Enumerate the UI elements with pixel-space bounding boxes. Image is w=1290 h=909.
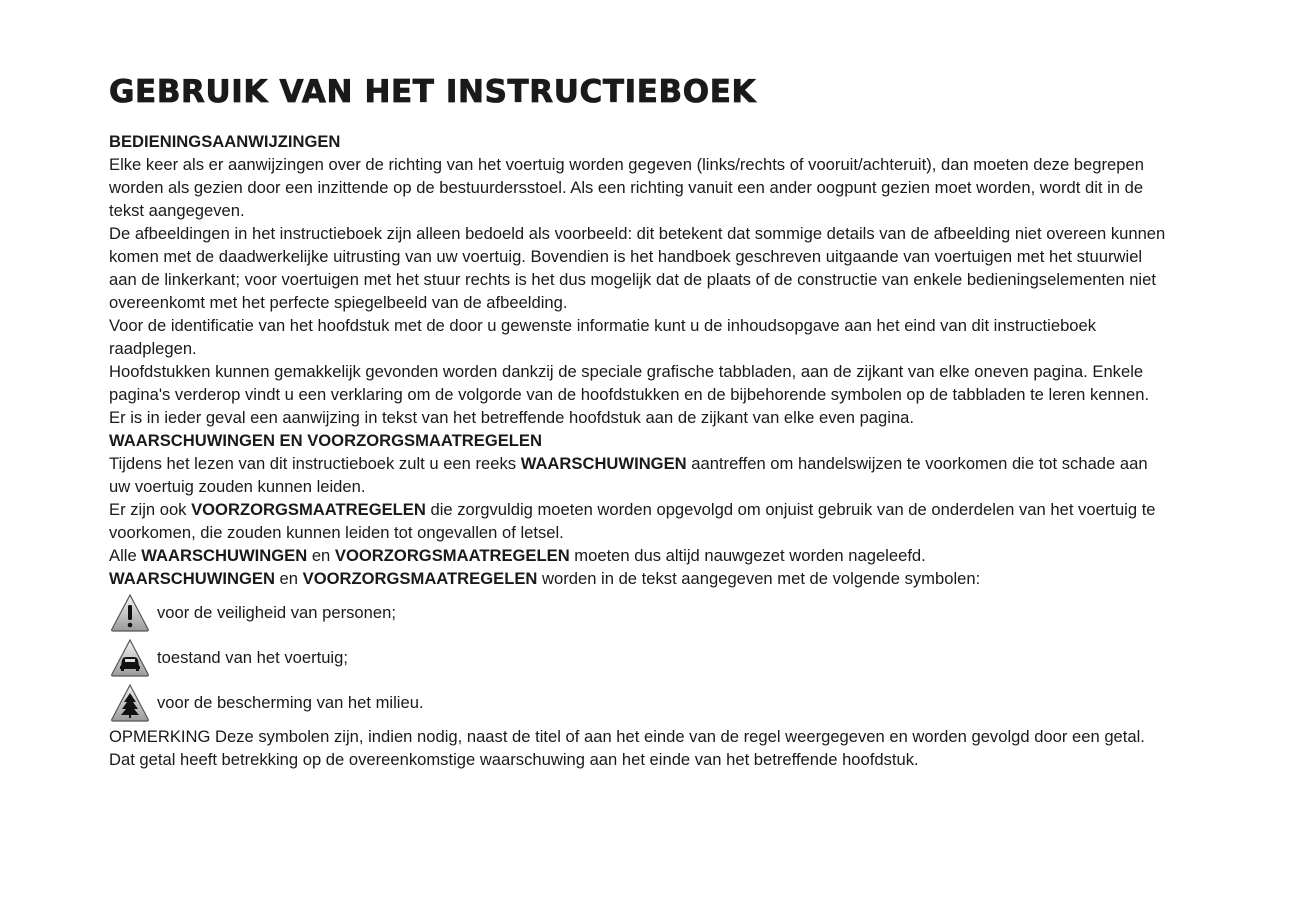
symbol-row-vehicle <box>109 635 1169 680</box>
warning-exclamation-icon <box>109 592 151 634</box>
text: aantreffen om handelswijzen te voorkomen die tot schade aan uw voertuig zouden kunnen leiden. <box>109 454 1148 496</box>
symbol-label: voor de veiligheid van personen; <box>157 602 396 622</box>
bold-term: WAARSCHUWINGEN <box>141 546 308 565</box>
paragraph: Voor de identificatie van het hoofdstuk met de door u gewenste informatie kunt u de inhoudsopgave aan het eind van dit instructieboek raadplegen. <box>109 316 1097 358</box>
paragraph <box>109 567 1169 590</box>
section-heading-controls: BEDIENINGSAANWIJZINGEN <box>109 132 341 151</box>
car-icon <box>109 637 151 679</box>
symbol-label: voor de bescherming van het milieu. <box>157 692 424 712</box>
page-title: GEBRUIK VAN HET INSTRUCTIEBOEK <box>109 74 757 110</box>
section-heading-warnings: WAARSCHUWINGEN EN VOORZORGSMAATREGELEN <box>109 431 542 450</box>
text: Tijdens het lezen van dit instructieboek zult u een reeks <box>109 454 521 473</box>
note-paragraph: OPMERKING Deze symbolen zijn, indien nodig, naast de titel of aan het einde van de regel weergegeven en worden gevolgd door een getal. Dat getal heeft betrekking op de overeenkomstige waarschuwing aan het einde van het betreffende hoofdstuk. <box>109 727 1145 769</box>
paragraph: De afbeeldingen in het instructieboek zijn alleen bedoeld als voorbeeld: dit betekent dat sommige details van de afbeelding niet overeen kunnen komen met de daadwerkelijke uitrusting van uw voertuig. Bovendien is het handboek geschreven uitgaande van voertuigen met het stuurwiel aan de linkerkant; voor voertuigen met het stuur rechts is het dus mogelijk dat de plaats of de constructie van enkele bedieningselementen niet overeenkomt met het perfecte spiegelbeeld van de afbeelding. <box>109 224 1166 312</box>
text: die zorgvuldig moeten worden opgevolgd om onjuist gebruik van de onderdelen van het voertuig te voorkomen, die zouden kunnen leiden tot ongevallen of letsel. <box>109 500 1156 542</box>
paragraph: Elke keer als er aanwijzingen over de richting van het voertuig worden gegeven (links/rechts of vooruit/achteruit), dan moeten deze begrepen worden als gezien door een inzittende op de bestuurdersstoel. Als een richting vanuit een ander oogpunt gezien moet worden, wordt dit in de tekst aangegeven. <box>109 155 1144 220</box>
tree-icon <box>109 682 151 724</box>
text: en <box>307 546 335 565</box>
text: Alle <box>109 546 142 565</box>
manual-page <box>109 70 1169 771</box>
paragraph <box>109 498 1169 544</box>
bold-term: WAARSCHUWINGEN <box>520 454 687 473</box>
symbol-row-safety <box>109 590 1169 635</box>
symbol-label: toestand van het voertuig; <box>157 647 348 667</box>
text: moeten dus altijd nauwgezet worden nageleefd. <box>569 546 926 565</box>
paragraph: Hoofdstukken kunnen gemakkelijk gevonden worden dankzij de speciale grafische tabbladen, aan de zijkant van elke oneven pagina. Enkele pagina's verderop vindt u een verklaring om de volgorde van de hoofdstukken en de bijbehorende symbolen op de tabbladen te leren kennen. Er is in ieder geval een aanwijzing in tekst van het betreffende hoofdstuk aan de zijkant van elke even pagina. <box>109 362 1150 427</box>
bold-term: WAARSCHUWINGEN <box>109 569 275 588</box>
bold-term: VOORZORGSMAATREGELEN <box>302 569 538 588</box>
paragraph <box>109 544 1169 567</box>
text: worden in de tekst aangegeven met de volgende symbolen: <box>537 569 981 588</box>
text: en <box>274 569 303 588</box>
symbol-row-environment <box>109 680 1169 725</box>
paragraph <box>109 452 1169 498</box>
bold-term: VOORZORGSMAATREGELEN <box>334 546 570 565</box>
bold-term: VOORZORGSMAATREGELEN <box>191 500 426 519</box>
text: Er zijn ook <box>109 500 192 519</box>
